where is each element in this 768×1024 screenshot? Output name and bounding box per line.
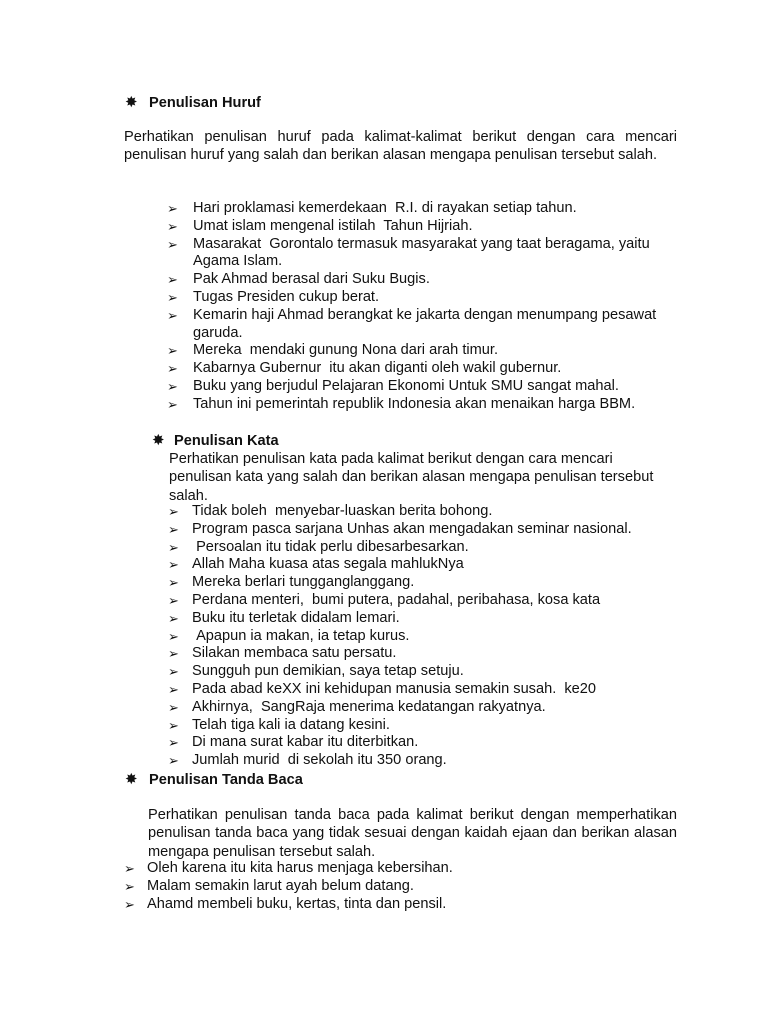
- star-bullet-icon: ✸: [125, 771, 138, 788]
- list-item-text: Pak Ahmad berasal dari Suku Bugis.: [193, 271, 430, 288]
- list-item-text: Perdana menteri, bumi putera, padahal, peribahasa, kosa kata: [192, 591, 601, 608]
- arrow-bullet-icon: ➢: [168, 681, 179, 697]
- arrow-bullet-icon: ➢: [168, 753, 179, 769]
- arrow-bullet-icon: ➢: [168, 628, 179, 644]
- list-item-text: Di mana surat kabar itu diterbitkan.: [192, 734, 419, 751]
- list-item: [124, 878, 677, 896]
- arrow-bullet-icon: ➢: [168, 699, 179, 715]
- arrow-bullet-icon: ➢: [168, 735, 179, 751]
- arrow-bullet-icon: ➢: [168, 521, 179, 537]
- list-item: [168, 610, 678, 628]
- arrow-bullet-icon: ➢: [168, 575, 179, 591]
- list-item: [168, 521, 678, 539]
- section-heading-penulisan-kata: [152, 432, 279, 450]
- section-heading-penulisan-tanda-baca: [125, 771, 303, 789]
- list-item-text: Tugas Presiden cukup berat.: [193, 288, 380, 305]
- list-item: [167, 218, 677, 236]
- list-item-text: Pada abad keXX ini kehidupan manusia semakin susah. ke20: [192, 680, 597, 697]
- list-item: [168, 663, 678, 681]
- arrow-bullet-icon: ➢: [167, 218, 178, 234]
- arrow-bullet-icon: ➢: [168, 504, 179, 519]
- arrow-bullet-icon: ➢: [168, 717, 179, 733]
- list-item: [168, 503, 678, 521]
- arrow-bullet-icon: ➢: [168, 610, 179, 626]
- list-item-text: Mereka berlari tungganglanggang.: [192, 574, 415, 591]
- list-item-text: Oleh karena itu kita harus menjaga kebersihan.: [147, 860, 453, 876]
- sentence-list-huruf: [167, 200, 677, 414]
- arrow-bullet-icon: ➢: [124, 878, 135, 894]
- list-item-text: Tidak boleh menyebar-luaskan berita bohong.: [192, 503, 493, 519]
- list-item: [168, 752, 678, 770]
- sentence-list-kata: [168, 503, 678, 770]
- list-item-text: Malam semakin larut ayah belum datang.: [147, 877, 414, 894]
- list-item-text: Sungguh pun demikian, saya tetap setuju.: [192, 663, 464, 680]
- arrow-bullet-icon: ➢: [167, 201, 178, 216]
- list-item-text: Tahun ini pemerintah republik Indonesia akan menaikan harga BBM.: [193, 395, 636, 412]
- list-item: [167, 307, 677, 343]
- arrow-bullet-icon: ➢: [167, 396, 178, 412]
- list-item: [167, 271, 677, 289]
- list-item-text: Persoalan itu tidak perlu dibesarbesarkan.: [192, 538, 469, 555]
- heading-text: Penulisan Tanda Baca: [149, 772, 303, 788]
- list-item: [168, 699, 678, 717]
- list-item-text: Hari proklamasi kemerdekaan R.I. di rayakan setiap tahun.: [193, 200, 577, 216]
- list-item: [168, 574, 678, 592]
- arrow-bullet-icon: ➢: [168, 539, 179, 555]
- arrow-bullet-icon: ➢: [167, 343, 178, 359]
- sentence-list-tanda-baca: [124, 860, 677, 913]
- arrow-bullet-icon: ➢: [167, 361, 178, 377]
- list-item-text: Silakan membaca satu persatu.: [192, 645, 397, 662]
- list-item-text: Kemarin haji Ahmad berangkat ke jakarta dengan menumpang pesawat garuda.: [193, 306, 661, 341]
- arrow-bullet-icon: ➢: [167, 289, 178, 305]
- list-item: [168, 734, 678, 752]
- list-item: [167, 396, 677, 414]
- list-item-text: Apapun ia makan, ia tetap kurus.: [192, 627, 410, 644]
- list-item-text: Akhirnya, SangRaja menerima kedatangan rakyatnya.: [192, 698, 546, 715]
- list-item: [124, 896, 677, 914]
- list-item: [168, 681, 678, 699]
- list-item-text: Masarakat Gorontalo termasuk masyarakat yang taat beragama, yaitu Agama Islam.: [193, 235, 653, 270]
- arrow-bullet-icon: ➢: [167, 378, 178, 394]
- arrow-bullet-icon: ➢: [168, 646, 179, 662]
- list-item-text: Jumlah murid di sekolah itu 350 orang.: [192, 752, 447, 769]
- list-item: [168, 556, 678, 574]
- list-item: [167, 378, 677, 396]
- heading-text: Penulisan Kata: [174, 433, 279, 449]
- list-item: [167, 342, 677, 360]
- list-item-text: Program pasca sarjana Unhas akan mengadakan seminar nasional.: [192, 520, 632, 537]
- list-item: [168, 645, 678, 663]
- list-item-text: Kabarnya Gubernur itu akan diganti oleh wakil gubernur.: [193, 360, 562, 377]
- list-item-text: Buku itu terletak didalam lemari.: [192, 609, 400, 626]
- intro-paragraph-huruf: Perhatikan penulisan huruf pada kalimat-kalimat berikut dengan cara mencari penulisan huruf yang salah dan berikan alasan mengapa penulisan tersebut salah.: [124, 129, 677, 164]
- intro-paragraph-kata: Perhatikan penulisan kata pada kalimat berikut dengan cara mencari penulisan kata yang salah dan berikan alasan mengapa penulisan tersebut salah.: [169, 451, 654, 504]
- star-bullet-icon: ✸: [125, 94, 138, 111]
- list-item: [168, 717, 678, 735]
- heading-text: Penulisan Huruf: [149, 95, 261, 111]
- intro-paragraph-tanda-baca: Perhatikan penulisan tanda baca pada kalimat berikut dengan memperhatikan penulisan tanda baca yang tidak sesuai dengan kaidah ejaan dan berikan alasan mengapa penulisan tersebut salah.: [148, 807, 677, 860]
- arrow-bullet-icon: ➢: [167, 307, 178, 323]
- list-item: [167, 289, 677, 307]
- arrow-bullet-icon: ➢: [168, 664, 179, 680]
- star-bullet-icon: ✸: [152, 432, 165, 449]
- list-item: [167, 360, 677, 378]
- arrow-bullet-icon: ➢: [168, 592, 179, 608]
- list-item-text: Buku yang berjudul Pelajaran Ekonomi Untuk SMU sangat mahal.: [193, 377, 619, 394]
- list-item: [168, 539, 678, 557]
- arrow-bullet-icon: ➢: [168, 557, 179, 573]
- list-item-text: Mereka mendaki gunung Nona dari arah timur.: [193, 342, 499, 359]
- arrow-bullet-icon: ➢: [124, 896, 135, 912]
- list-item: [168, 592, 678, 610]
- arrow-bullet-icon: ➢: [167, 272, 178, 288]
- section-heading-penulisan-huruf: [125, 94, 261, 112]
- list-item-text: Ahamd membeli buku, kertas, tinta dan pensil.: [147, 895, 447, 912]
- list-item-text: Umat islam mengenal istilah Tahun Hijriah.: [193, 217, 473, 234]
- list-item-text: Telah tiga kali ia datang kesini.: [192, 716, 390, 733]
- list-item-text: Allah Maha kuasa atas segala mahlukNya: [192, 556, 464, 573]
- list-item: [167, 236, 677, 272]
- list-item: [167, 200, 677, 218]
- list-item: [168, 628, 678, 646]
- list-item: [124, 860, 677, 878]
- arrow-bullet-icon: ➢: [124, 861, 135, 876]
- arrow-bullet-icon: ➢: [167, 236, 178, 252]
